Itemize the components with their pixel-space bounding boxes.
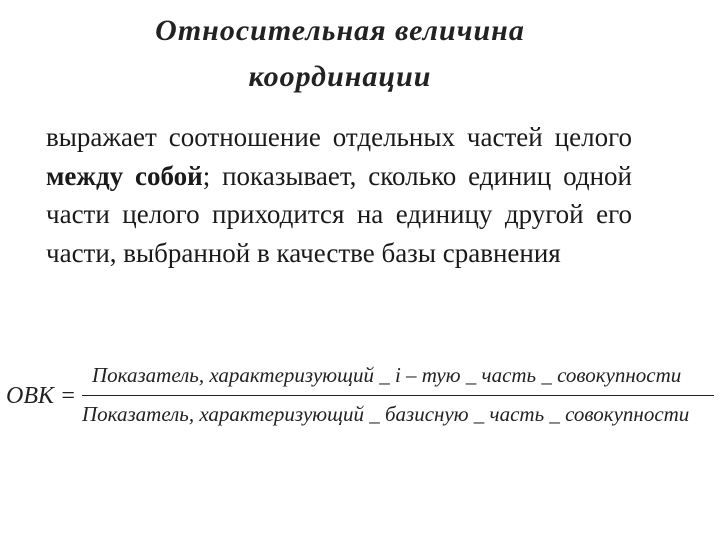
definition-emphasis: между собой [46, 160, 203, 191]
slide-title [60, 8, 620, 100]
formula-denominator: Показатель, характеризующий _ базисную _ часть _ совокупности [82, 402, 690, 426]
definition-text-part-1: выражает соотношение отдельных частей целого [46, 122, 632, 152]
slide-title-line-1: Относительная величина [155, 14, 525, 47]
definition-text-part-2: ; показывает, сколько единиц одной части целого приходится на единицу другой его части, выбранной в качестве базы сравнения [46, 160, 632, 268]
ovk-formula [6, 362, 716, 432]
formula-numerator: Показатель, характеризующий _ i – тую _ часть _ совокупности [92, 363, 682, 387]
fraction-bar [82, 395, 714, 396]
definition-paragraph [46, 118, 632, 272]
slide-title-line-2: координации [248, 60, 432, 93]
formula-lhs: ОВК = [6, 383, 77, 409]
